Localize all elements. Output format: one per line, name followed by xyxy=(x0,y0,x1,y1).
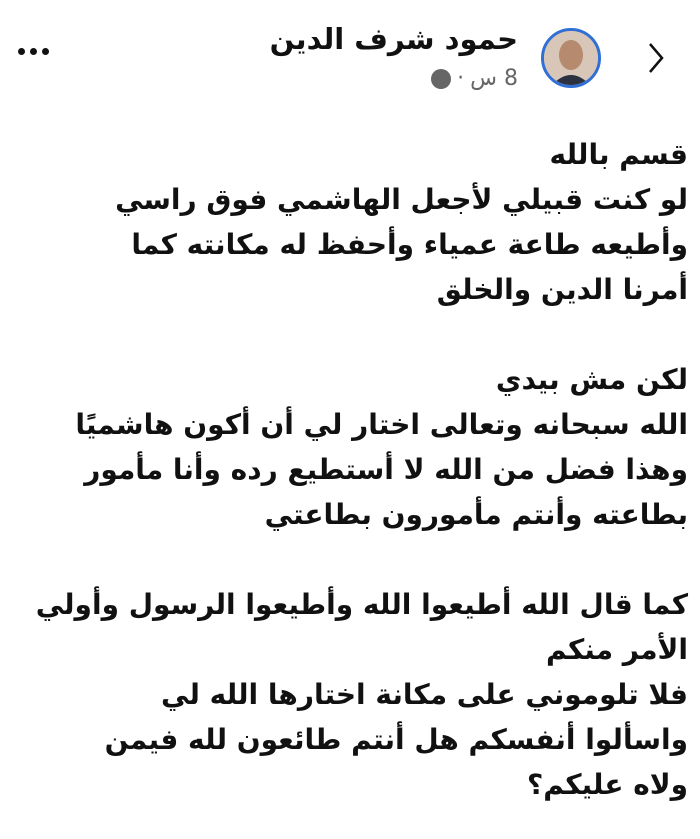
post-line: أمرنا الدين والخلق xyxy=(436,273,688,306)
post-line: فلا تلوموني على مكانة اختارها الله لي xyxy=(161,678,688,711)
dot-icon xyxy=(18,48,25,55)
post-text xyxy=(8,132,688,807)
post-line: وهذا فضل من الله لا أستطيع رده وأنا مأمور xyxy=(84,453,688,486)
meta-separator: · xyxy=(457,66,465,91)
post-line: لكن مش بيدي xyxy=(495,363,688,396)
author-name[interactable]: حمود شرف الدين xyxy=(269,22,518,56)
post-line: لو كنت قبيلي لأجعل الهاشمي فوق راسي xyxy=(115,183,688,216)
avatar[interactable] xyxy=(541,28,601,88)
back-button[interactable] xyxy=(640,38,670,78)
post-time[interactable]: 8 س xyxy=(470,66,518,91)
globe-icon xyxy=(431,69,451,89)
post-header xyxy=(0,0,700,110)
post-line: بطاعته وأنتم مأمورون بطاعتي xyxy=(264,498,688,531)
chevron-icon xyxy=(640,38,670,78)
more-options-button[interactable] xyxy=(18,48,49,55)
post-line: كما قال الله أطيعوا الله وأطيعوا الرسول وأولي xyxy=(35,588,688,621)
dot-icon xyxy=(30,48,37,55)
post-line: قسم بالله xyxy=(549,138,688,171)
dot-icon xyxy=(42,48,49,55)
post-line: وأطيعه طاعة عمياء وأحفظ له مكانته كما xyxy=(131,228,688,261)
avatar-photo xyxy=(544,31,598,85)
post-line: الأمر منكم xyxy=(546,633,688,666)
post-line: واسألوا أنفسكم هل أنتم طائعون لله فيمن xyxy=(104,723,688,756)
post-meta xyxy=(431,66,518,91)
post-line: الله سبحانه وتعالى اختار لي أن أكون هاشميًا xyxy=(75,408,688,441)
post-line: ولاه عليكم؟ xyxy=(527,768,688,801)
